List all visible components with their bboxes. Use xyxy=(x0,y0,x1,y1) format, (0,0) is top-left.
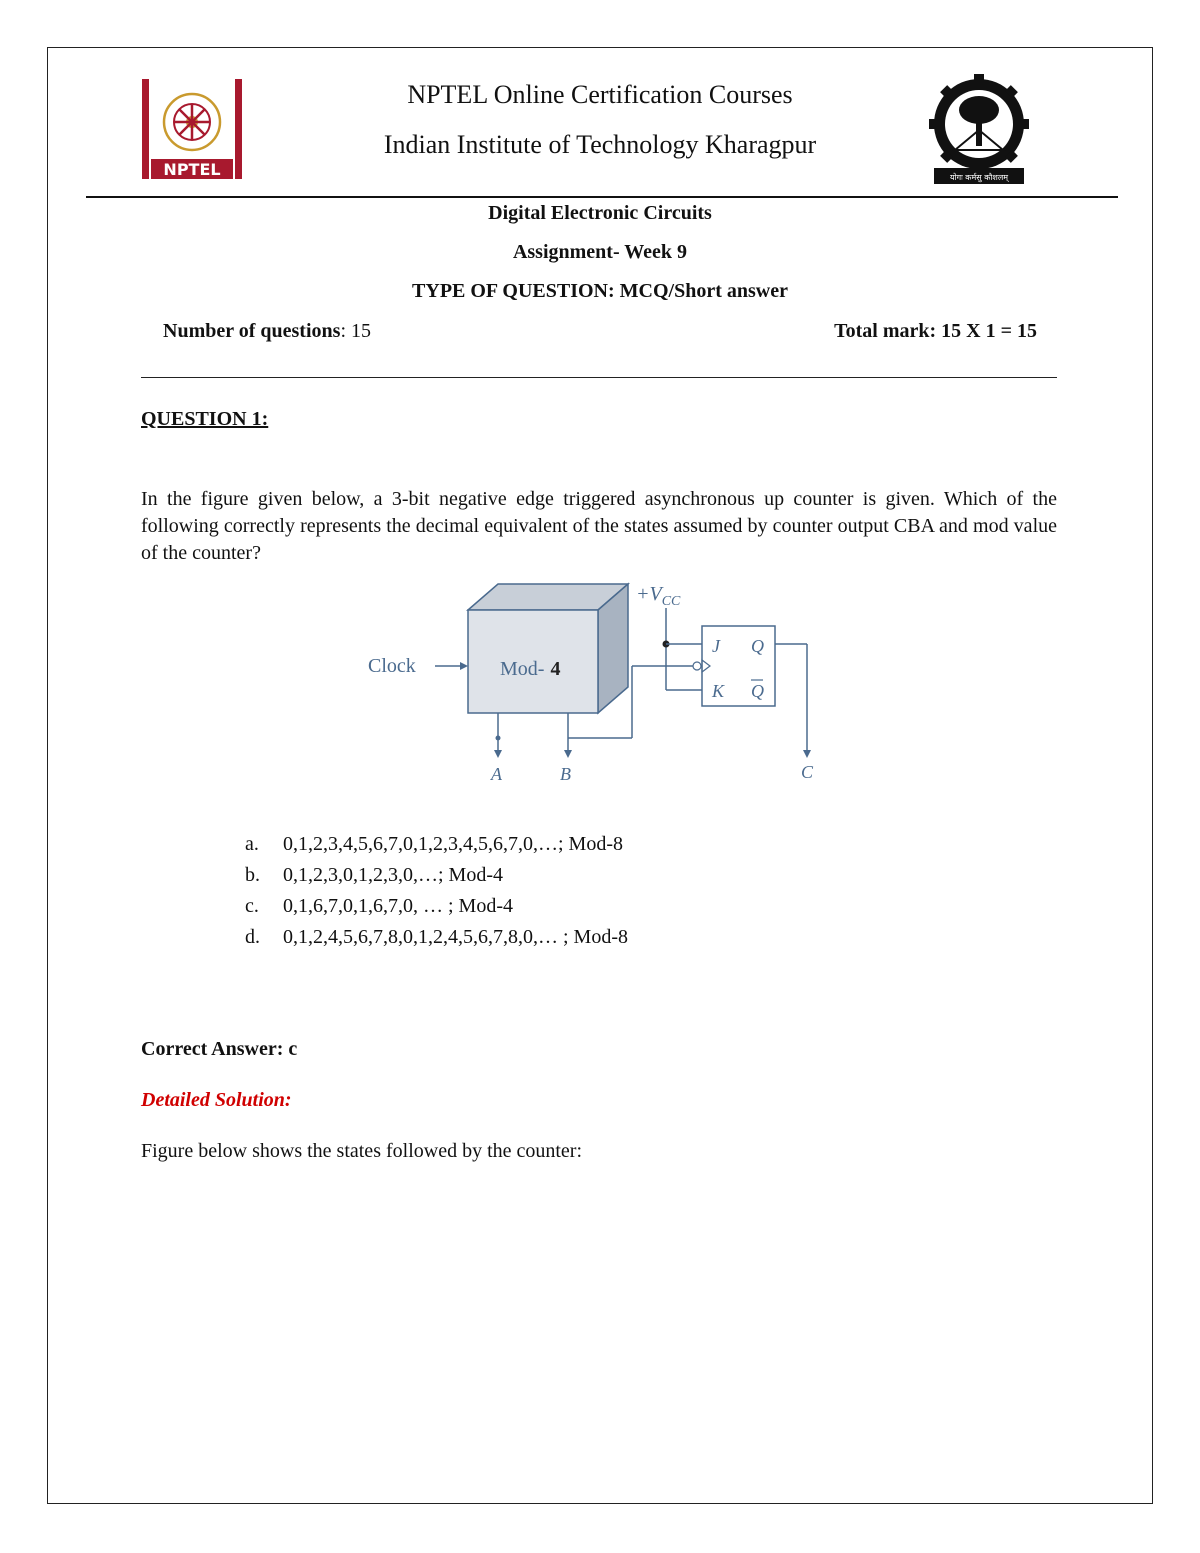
output-c: C xyxy=(801,762,814,782)
option-b[interactable] xyxy=(245,864,628,895)
option-d[interactable] xyxy=(245,926,628,957)
ff-k: K xyxy=(712,681,725,701)
num-questions-value: : 15 xyxy=(340,320,371,342)
mod-block-label xyxy=(500,658,560,680)
ff-j: J xyxy=(712,636,720,656)
option-text: 0,1,2,3,0,1,2,3,0,…; Mod-4 xyxy=(283,864,503,886)
total-mark: Total mark: 15 X 1 = 15 xyxy=(834,320,1037,342)
output-a: A xyxy=(491,764,502,784)
vcc-plus: +V xyxy=(636,583,662,605)
course-title: Digital Electronic Circuits xyxy=(488,202,712,224)
correct-answer: Correct Answer: c xyxy=(141,1038,298,1060)
answer-options xyxy=(245,833,628,957)
nptel-logo-text: NPTEL xyxy=(163,160,221,179)
option-text: 0,1,6,7,0,1,6,7,0, … ; Mod-4 xyxy=(283,895,513,917)
question-type: TYPE OF QUESTION: MCQ/Short answer xyxy=(412,280,788,302)
clock-label: Clock xyxy=(368,655,416,677)
option-c[interactable] xyxy=(245,895,628,926)
output-b: B xyxy=(560,764,571,784)
counter-circuit-figure xyxy=(360,580,840,785)
ff-q: Q xyxy=(751,636,764,656)
iit-kgp-logo xyxy=(928,70,1030,186)
vcc-sub: CC xyxy=(661,594,681,609)
question-text: In the figure given below, a 3-bit negative edge triggered asynchronous up counter is given. Which of the following correctly represents the decimal equivalent of the states assumed by counter output CBA and mod value of the counter? xyxy=(141,488,1057,564)
mod-number: 4 xyxy=(550,658,561,680)
option-a[interactable] xyxy=(245,833,628,864)
option-text: 0,1,2,4,5,6,7,8,0,1,2,4,5,6,7,8,0,… ; Mod-8 xyxy=(283,926,628,948)
mod-prefix: Mod- xyxy=(500,658,545,680)
num-questions xyxy=(163,320,371,343)
option-letter: a. xyxy=(245,833,259,855)
separator-line xyxy=(141,377,1057,378)
solution-heading: Detailed Solution: xyxy=(141,1089,292,1111)
ff-qbar: Q xyxy=(751,681,764,701)
option-letter: c. xyxy=(245,895,259,917)
header-line-1: NPTEL Online Certification Courses xyxy=(407,80,793,109)
num-questions-label: Number of questions xyxy=(163,320,341,342)
solution-text: Figure below shows the states followed by the counter: xyxy=(141,1140,583,1162)
assignment-title: Assignment- Week 9 xyxy=(512,241,688,263)
header-rule xyxy=(86,196,1118,198)
iit-kgp-motto: योगः कर्मसु कौशलम् xyxy=(949,173,1009,182)
option-letter: d. xyxy=(245,926,260,948)
option-text: 0,1,2,3,4,5,6,7,0,1,2,3,4,5,6,7,0,…; Mod-8 xyxy=(283,833,623,855)
option-letter: b. xyxy=(245,864,260,886)
nptel-logo xyxy=(139,77,245,181)
vcc-label xyxy=(636,583,681,609)
header-line-2: Indian Institute of Technology Kharagpur xyxy=(383,130,817,159)
question-heading: QUESTION 1: xyxy=(141,408,269,430)
